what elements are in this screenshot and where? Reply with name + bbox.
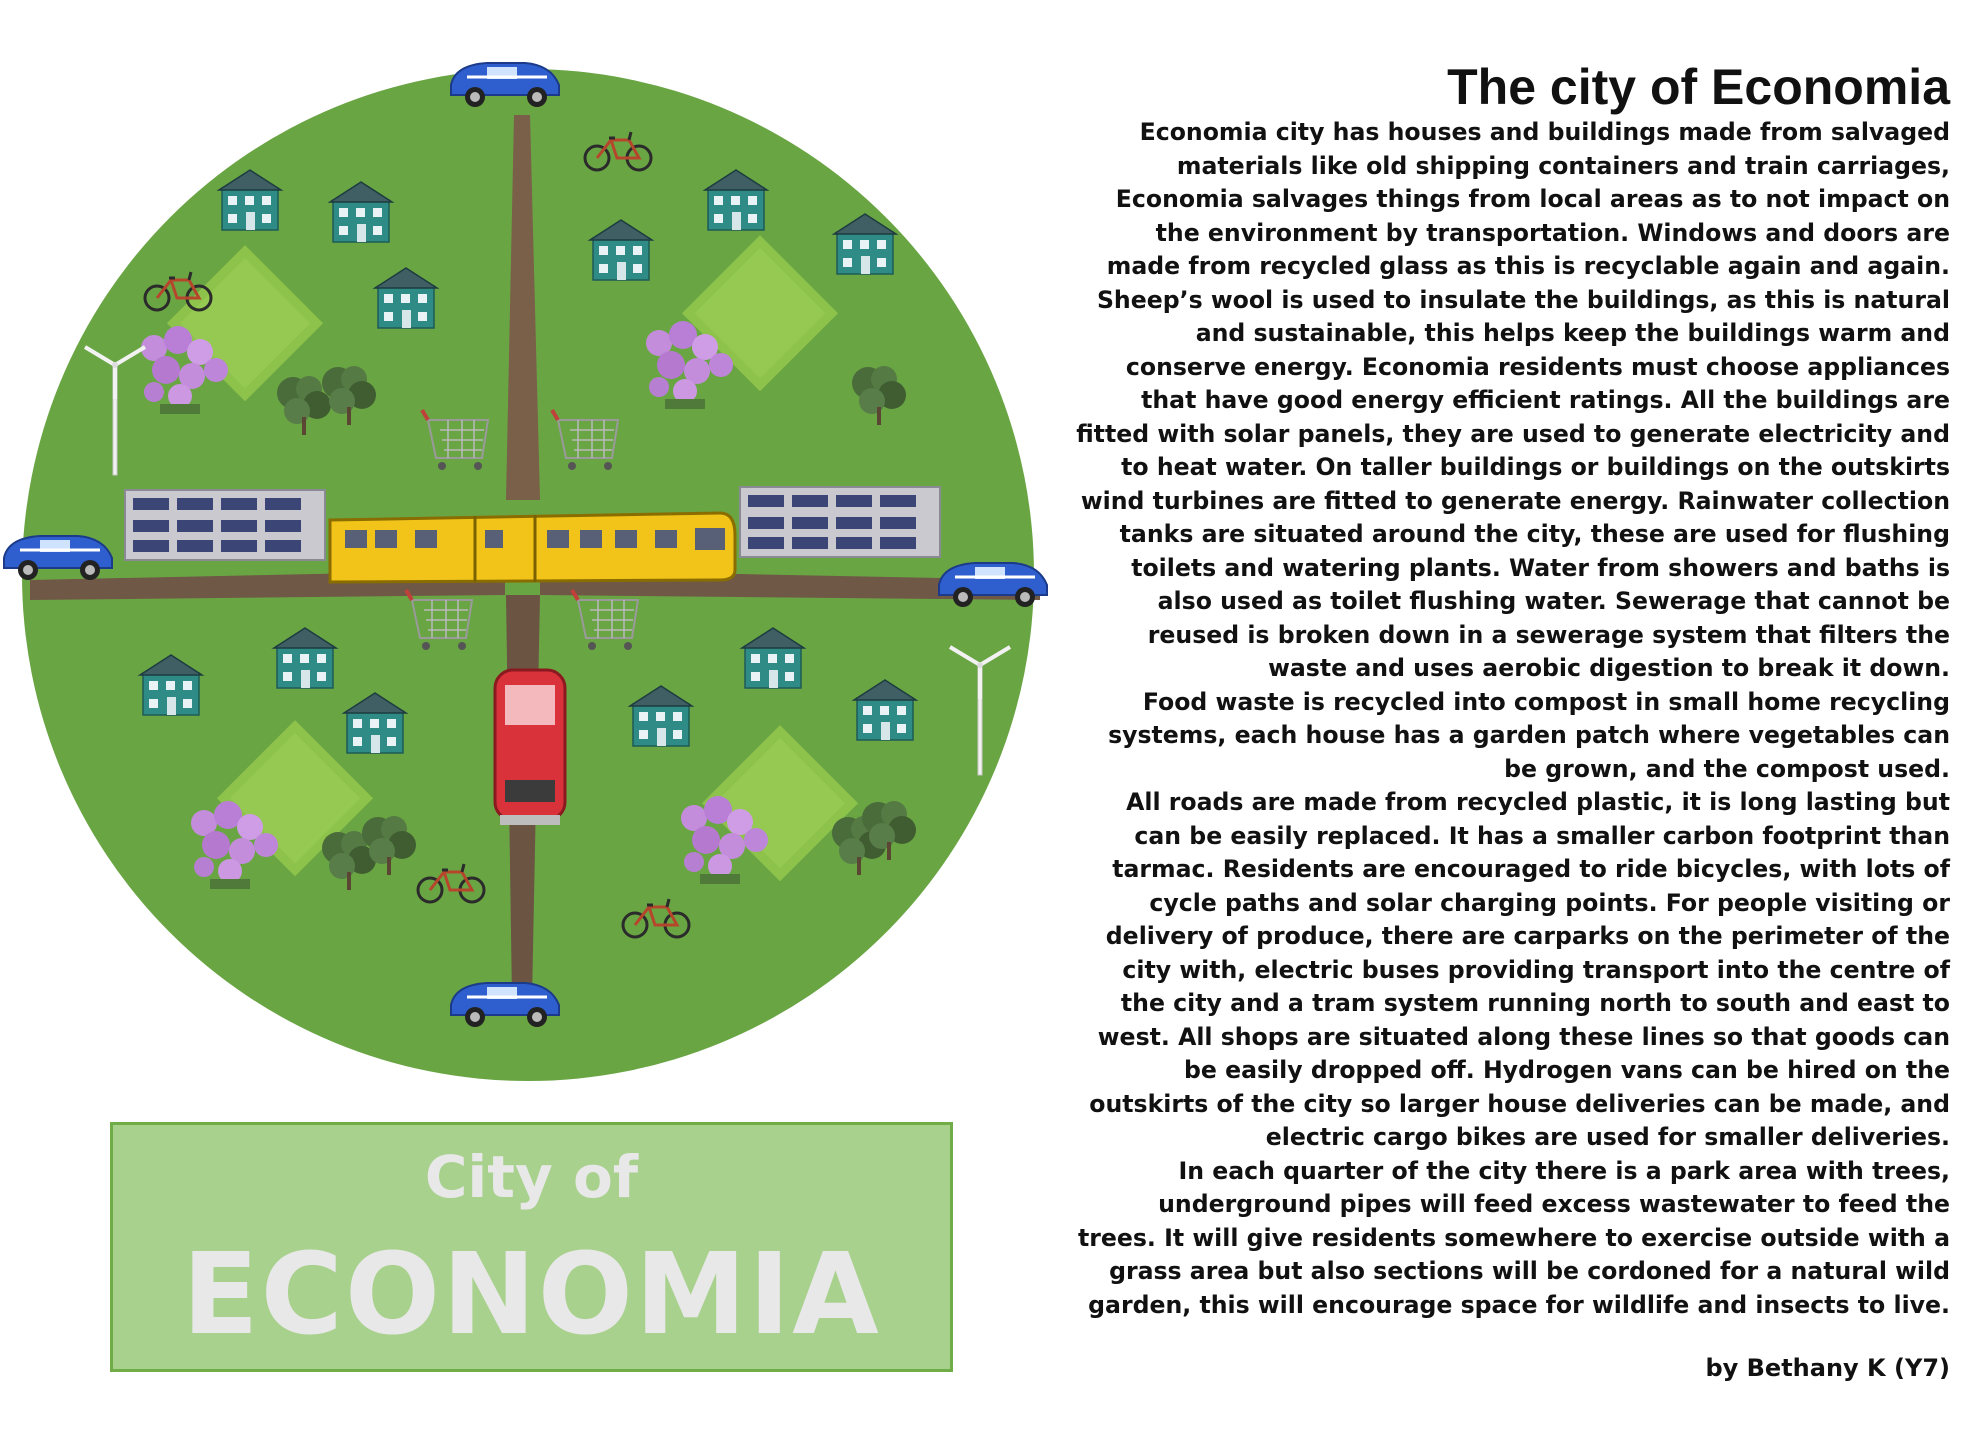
- solar-building-west: [125, 490, 325, 560]
- text-line: tarmac. Residents are encouraged to ride bicycles, with lots of: [1112, 855, 1950, 883]
- text-line: underground pipes will feed excess wastewater to feed the: [1158, 1190, 1950, 1218]
- sign-line-1: City of: [424, 1143, 639, 1211]
- text-line: be easily dropped off. Hydrogen vans can be hired on the: [1183, 1056, 1950, 1084]
- text-line: electric cargo bikes are used for smaller deliveries.: [1265, 1123, 1950, 1151]
- text-line: systems, each house has a garden patch where vegetables can: [1108, 721, 1950, 749]
- text-line: All roads are made from recycled plastic, it is long lasting but: [1126, 788, 1950, 816]
- bus-icon: [495, 670, 565, 825]
- text-line: cycle paths and solar charging points. For people visiting or: [1149, 888, 1950, 917]
- page-title: The city of Economia: [1447, 59, 1950, 115]
- text-line: Economia salvages things from local areas as to not impact on: [1115, 185, 1950, 213]
- text-line: and sustainable, this helps keep the buildings warm and: [1195, 319, 1950, 347]
- text-line: Food waste is recycled into compost in small home recycling: [1142, 687, 1950, 716]
- text-line: materials like old shipping containers and train carriages,: [1176, 151, 1950, 180]
- text-line: garden, this will encourage space for wildlife and insects to live.: [1088, 1290, 1950, 1319]
- text-line: city with, electric buses providing transport into the centre of: [1122, 955, 1950, 984]
- text-line: delivery of produce, there are carparks on the perimeter of the: [1105, 922, 1950, 950]
- text-line: tanks are situated around the city, these are used for flushing: [1119, 520, 1950, 548]
- text-line: be grown, and the compost used.: [1504, 754, 1950, 783]
- sign-line-2: ECONOMIA: [182, 1230, 881, 1360]
- city-map-illustration: [0, 0, 1100, 1120]
- city-sign: [110, 1122, 953, 1372]
- text-line: In each quarter of the city there is a park area with trees,: [1178, 1156, 1950, 1185]
- text-line: wind turbines are fitted to generate energy. Rainwater collection: [1080, 486, 1950, 515]
- text-line: to heat water. On taller buildings or buildings on the outskirts: [1121, 453, 1950, 481]
- text-line: can be easily replaced. It has a smaller carbon footprint than: [1134, 821, 1950, 850]
- text-line: also used as toilet flushing water. Sewerage that cannot be: [1157, 587, 1950, 615]
- solar-building-east: [740, 487, 940, 557]
- text-line: the environment by transportation. Windows and doors are: [1155, 218, 1950, 247]
- text-line: made from recycled glass as this is recyclable again and again.: [1106, 252, 1950, 280]
- text-line: fitted with solar panels, they are used to generate electricity and: [1076, 419, 1950, 448]
- text-line: reused is broken down in a sewerage system that filters the: [1147, 620, 1950, 649]
- text-line: trees. It will give residents somewhere to exercise outside with a: [1077, 1223, 1950, 1252]
- text-line: west. All shops are situated along these lines so that goods can: [1097, 1022, 1950, 1051]
- text-line: waste and uses aerobic digestion to break it down.: [1268, 654, 1950, 682]
- text-line: Economia city has houses and buildings made from salvaged: [1139, 118, 1950, 146]
- text-line: that have good energy efficient ratings. All the buildings are: [1141, 386, 1950, 414]
- tram-icon: [330, 513, 735, 582]
- text-line: the city and a tram system running north to south and east to: [1120, 989, 1950, 1017]
- description-column: [1068, 58, 1950, 1322]
- description-body: [1068, 116, 1950, 1322]
- text-line: outskirts of the city so larger house deliveries can be made, and: [1089, 1089, 1950, 1118]
- text-line: grass area but also sections will be cordoned for a natural wild: [1109, 1257, 1950, 1285]
- author-credit: by Bethany K (Y7): [1705, 1354, 1950, 1382]
- text-line: Sheep’s wool is used to insulate the buildings, as this is natural: [1096, 285, 1950, 314]
- text-line: conserve energy. Economia residents must choose appliances: [1125, 352, 1950, 381]
- text-line: toilets and watering plants. Water from showers and baths is: [1131, 553, 1950, 582]
